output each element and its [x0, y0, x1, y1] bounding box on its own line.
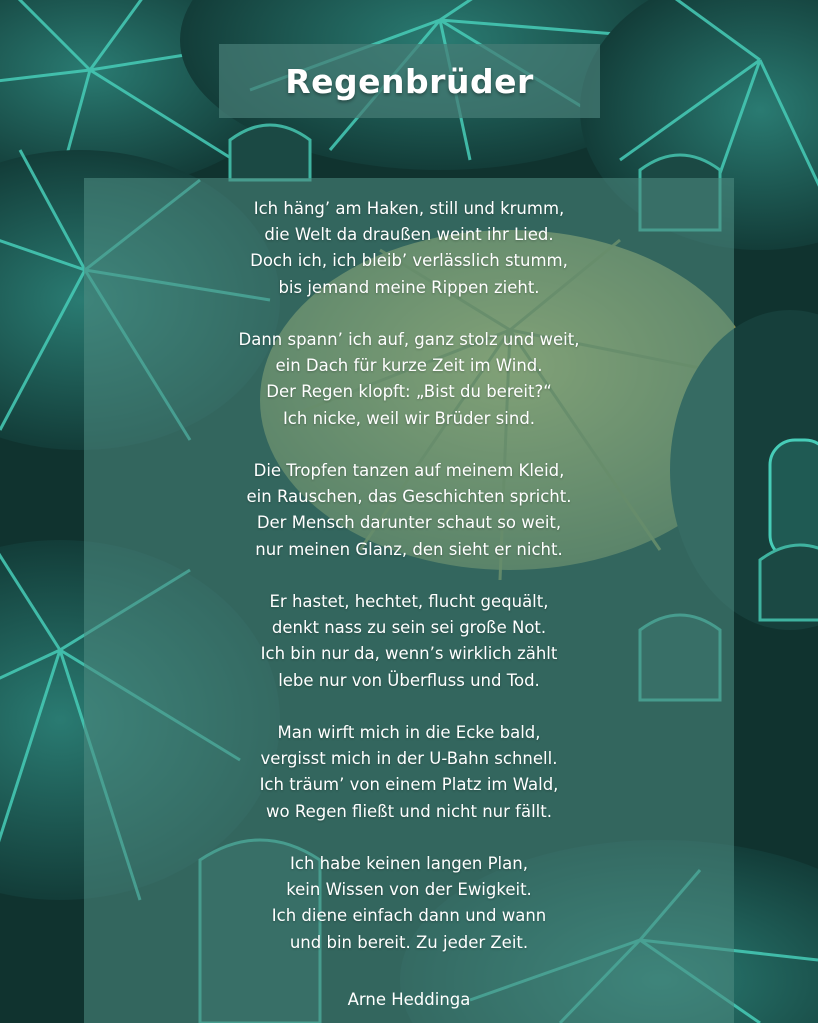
- poem-line: Die Tropfen tanzen auf meinem Kleid,: [253, 461, 565, 480]
- poem-line: wo Regen fließt und nicht nur fällt.: [266, 801, 552, 821]
- poem-line: die Welt da draußen weint ihr Lied.: [264, 225, 554, 245]
- poem-line: lebe nur von Überfluss und Tod.: [278, 670, 540, 690]
- poem-line: Ich nicke, weil wir Brüder sind.: [282, 408, 536, 428]
- poem-line: Dann spann’ ich auf, ganz stolz und weit,: [238, 330, 580, 349]
- poem-title: Regenbrüder: [285, 61, 534, 101]
- poem-line: ein Dach für kurze Zeit im Wind.: [275, 356, 543, 376]
- poem-line: Der Regen klopft: „Bist du bereit?“: [266, 382, 552, 402]
- title-banner: [219, 44, 600, 118]
- poem-line: Ich häng’ am Haken, still und krumm,: [253, 199, 565, 218]
- poem-line: Ich diene einfach dann und wann: [271, 906, 547, 926]
- stanza-4: [0, 589, 818, 694]
- poem-line: Man wirft mich in die Ecke bald,: [277, 723, 541, 742]
- poem-text: [0, 196, 818, 982]
- poem-line: vergisst mich in der U-Bahn schnell.: [260, 749, 558, 769]
- poem-line: denkt nass zu sein sei große Not.: [271, 618, 547, 638]
- stanza-5: [0, 720, 818, 825]
- poem-line: Er hastet, hechtet, flucht gequält,: [269, 592, 549, 611]
- poem-line: und bin bereit. Zu jeder Zeit.: [289, 932, 529, 952]
- poem-line: Ich habe keinen langen Plan,: [290, 854, 528, 873]
- stanza-1: [0, 196, 818, 301]
- poem-line: Ich träum’ von einem Platz im Wald,: [259, 775, 559, 795]
- poem-line: kein Wissen von der Ewigkeit.: [286, 880, 532, 900]
- author-name: Arne Heddinga: [347, 990, 471, 1009]
- poem-line: nur meinen Glanz, den sieht er nicht.: [255, 539, 563, 559]
- stanza-3: [0, 458, 818, 563]
- poem-line: Doch ich, ich bleib’ verlässlich stumm,: [250, 251, 568, 271]
- stanza-6: [0, 851, 818, 956]
- poem-line: bis jemand meine Rippen zieht.: [278, 277, 540, 297]
- poem-line: Ich bin nur da, wenn’s wirklich zählt: [260, 644, 558, 664]
- stanza-2: [0, 327, 818, 432]
- poem-line: ein Rauschen, das Geschichten spricht.: [246, 487, 572, 507]
- poem-line: Der Mensch darunter schaut so weit,: [256, 513, 562, 533]
